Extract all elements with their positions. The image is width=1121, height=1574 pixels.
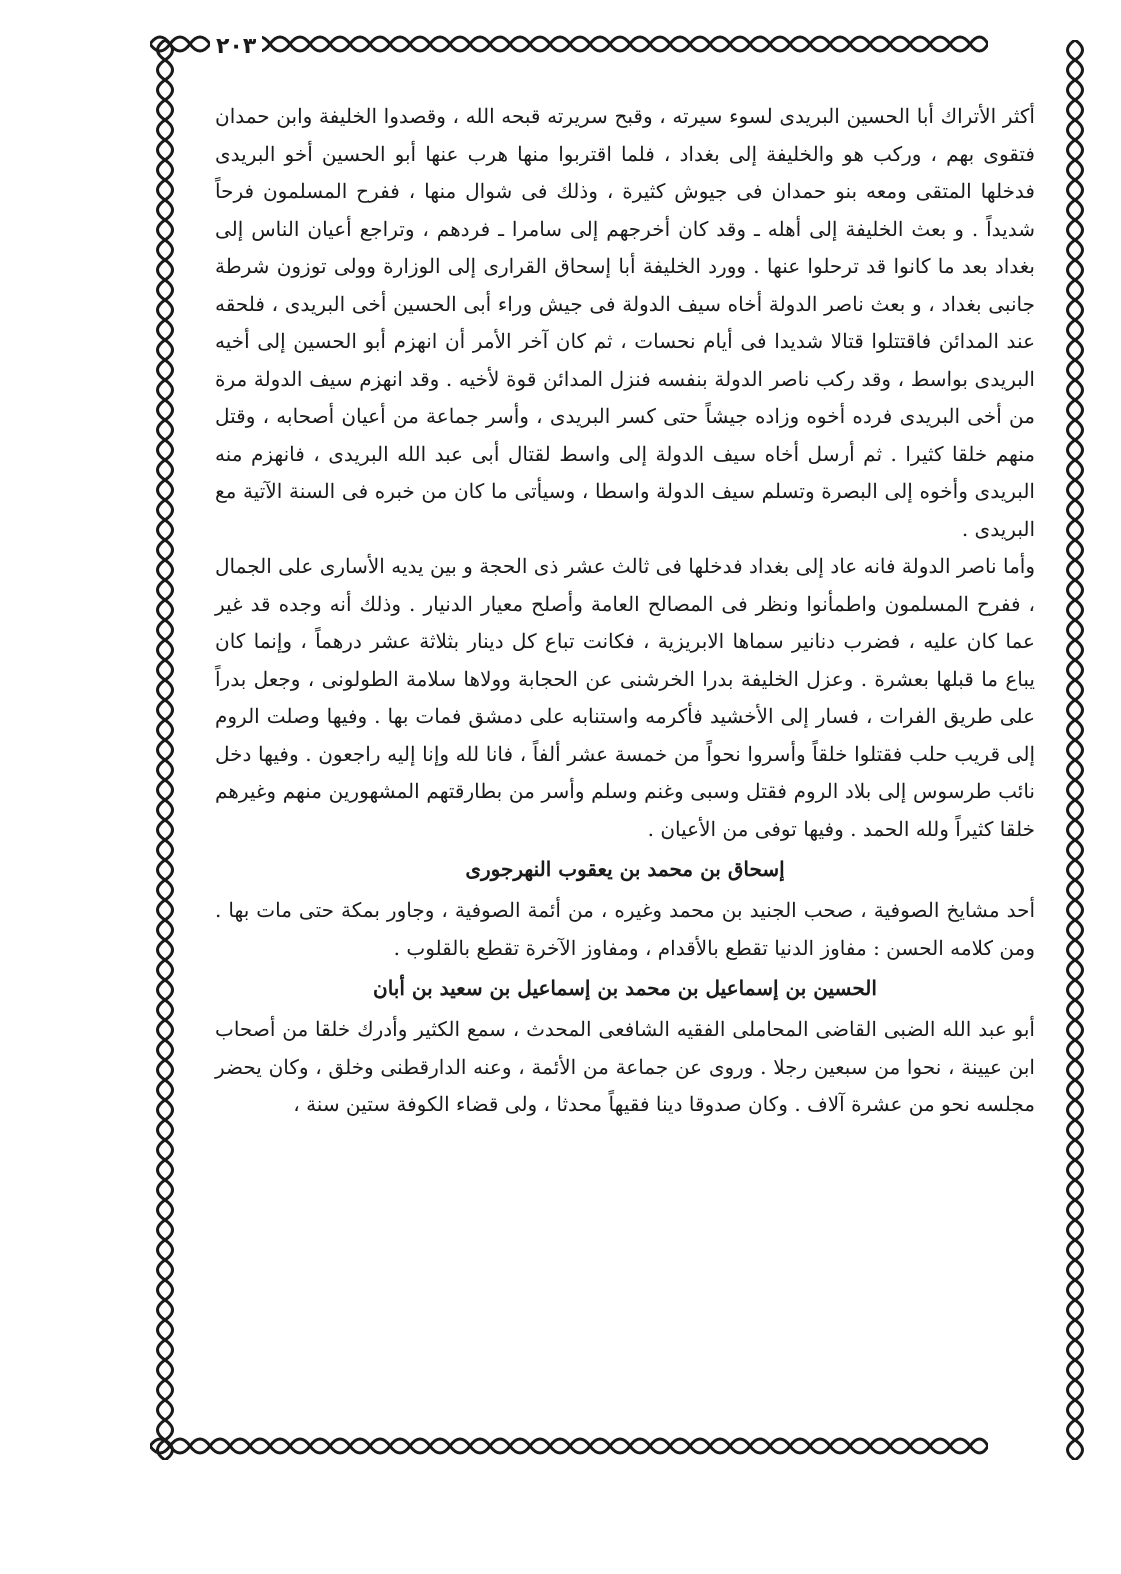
ornamental-border-top — [150, 30, 988, 58]
ornamental-border-bottom — [150, 1432, 988, 1460]
paragraph-mahamili: أبو عبد الله الضبى القاضى المحاملى الفقيه الشافعى المحدث ، سمع الكثير وأدرك خلقا من أصحاب ابن عيينة ، نحوا من سبعين رجلا . وروى عن جماعة من الأئمة ، وعنه الدارقطنى وخلق ، وكان يحضر مجلسه نحو من عشرة آلاف . وكان صدوقا دينا فقيهاً محدثا ، ولى قضاء الكوفة ستين سنة ، — [215, 1017, 1035, 1116]
page-number: ٢٠٣ — [210, 34, 262, 60]
biography-heading-mahamili: الحسين بن إسماعيل بن محمد بن إسماعيل بن سعيد بن أبان — [373, 976, 877, 1000]
biography-heading-nahrajuri: إسحاق بن محمد بن يعقوب النهرجورى — [465, 857, 785, 881]
paragraph-nahrajuri: أحد مشايخ الصوفية ، صحب الجنيد بن محمد وغيره ، من أئمة الصوفية ، وجاور بمكة حتى مات بها . ومن كلامه الحسن : مفاوز الدنيا تقطع بالأقدام ، ومفاوز الآخرة تقطع بالقلوب . — [215, 898, 1035, 960]
paragraph-nasir-al-dawla: وأما ناصر الدولة فانه عاد إلى بغداد فدخلها فى ثالث عشر ذى الحجة و بين يديه الأسارى على الجمال ، ففرح المسلمون واطمأنوا ونظر فى المصالح العامة وأصلح معيار الدنيار . وذلك أنه وجده قد غير عما كان عليه ، فضرب دنانير سماها الابريزية ، فكانت تباع كل دينار بثلاثة عشر درهماً ، وإنما كان يباع ما قبلها بعشرة . وعزل الخليفة بدرا الخرشنى عن الحجابة وولاها سلامة الطولونى ، وجعل بدراً على طريق الفرات ، فسار إلى الأخشيد فأكرمه واستنابه على دمشق فمات بها . وفيها وصلت الروم إلى قريب حلب فقتلوا خلقاً وأسروا نحواً من خمسة عشر ألفاً ، فانا لله وإنا إليه راجعون . وفيها دخل نائب طرسوس إلى بلاد الروم فقتل وسبى وغنم وسلم وأسر من بطارقتهم المشهورين منهم وغيرهم خلقا كثيراً ولله الحمد . وفيها توفى من الأعيان . — [215, 554, 1036, 841]
ornamental-border-left — [150, 40, 180, 1460]
ornamental-border-right — [1060, 40, 1090, 1460]
page-body — [215, 98, 1035, 1124]
paragraph-events: أكثر الأتراك أبا الحسين البريدى لسوء سيرته ، وقبح سريرته قبحه الله ، وقصدوا الخليفة وابن حمدان فتقوى بهم ، وركب هو والخليفة إلى بغداد ، فلما اقتربوا منها هرب عنها أبو الحسين أخو البريدى فدخلها المتقى ومعه بنو حمدان فى جيوش كثيرة ، وذلك فى شوال منها ، ففرح المسلمون فرحاً شديداً . و بعث الخليفة إلى أهله ـ وقد كان أخرجهم إلى سامرا ـ فردهم ، وتراجع أعيان الناس إلى بغداد بعد ما كانوا قد ترحلوا عنها . وورد الخليفة أبا إسحاق القرارى إلى الوزارة وولى توزون شرطة جانبى بغداد ، و بعث ناصر الدولة أخاه سيف الدولة فى جيش وراء أبى الحسين أخى البريدى ، فلحقه عند المدائن فاقتتلوا قتالا شديدا فى أيام نحسات ، ثم كان آخر الأمر أن انهزم أبو الحسين إلى أخيه البريدى بواسط ، وقد ركب ناصر الدولة بنفسه فنزل المدائن قوة لأخيه . وقد انهزم سيف الدولة مرة من أخى البريدى فرده أخوه وزاده جيشاً حتى كسر البريدى ، وأسر جماعة من أعيان أصحابه ، وقتل منهم خلقا كثيرا . ثم أرسل أخاه سيف الدولة إلى واسط لقتال أبى عبد الله البريدى ، فانهزم منه البريدى وأخوه إلى البصرة وتسلم سيف الدولة واسطا ، وسيأتى ما كان من خبره فى السنة الآتية مع البريدى . — [215, 104, 1035, 541]
